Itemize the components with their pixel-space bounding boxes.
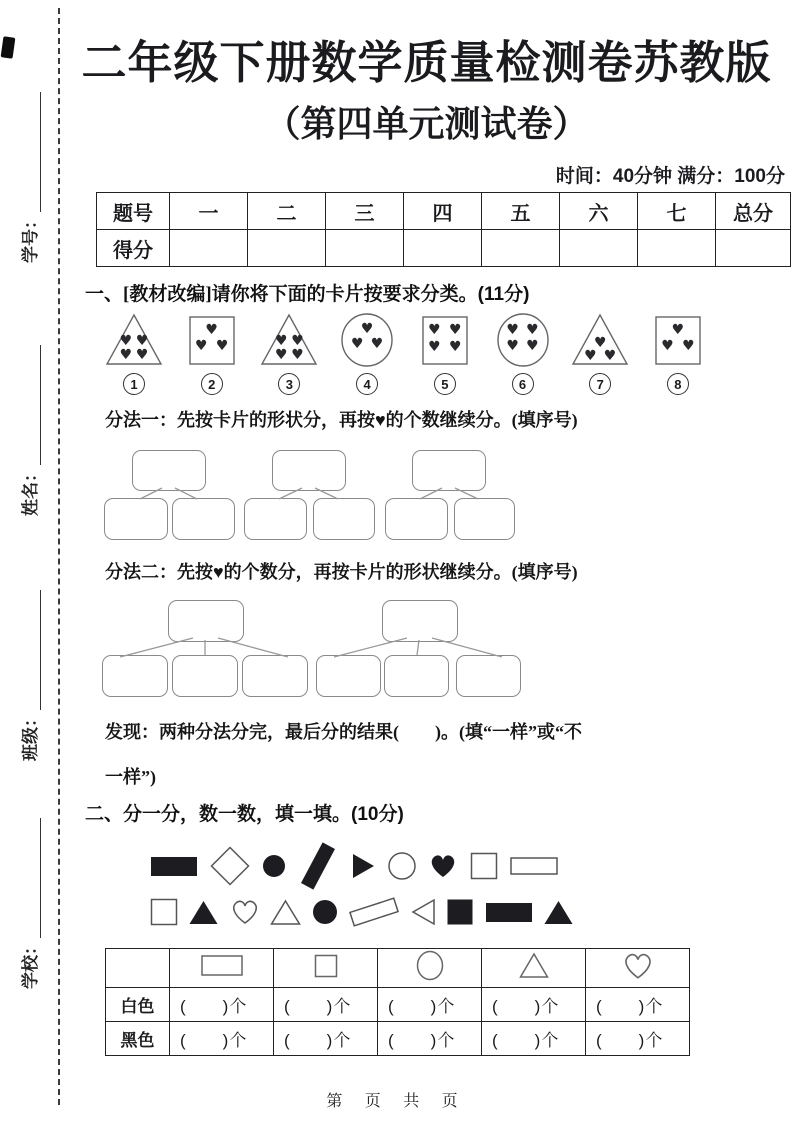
heart-icon: ♥ [135, 346, 149, 363]
question2-heading: 二、分一分，数一数，填一填。(10分) [85, 804, 404, 825]
answer-box [382, 600, 458, 642]
score-table [96, 192, 791, 267]
white-triangle-shape [270, 899, 301, 926]
heart-icon: ♥ [135, 333, 149, 350]
answer-box [132, 450, 206, 491]
card-3 [253, 312, 325, 395]
heart-icon: ♥ [526, 338, 539, 355]
white-circle-shape [388, 852, 416, 880]
heart-icon: ♥ [593, 334, 607, 351]
score-empty-cell [560, 230, 638, 267]
heart-icon: ♥ [506, 322, 519, 339]
score-empty-cell [248, 230, 326, 267]
black-triangle-shape [543, 899, 574, 926]
count-table-header-row [106, 949, 690, 988]
count-row-黑色 [106, 1022, 690, 1056]
question1-source-tag: [教材改编] [123, 284, 212, 305]
white-slanted-bar-shape [348, 897, 400, 927]
heart-icon: ♥ [350, 335, 364, 352]
triangle-header-icon [482, 949, 586, 988]
count-cell: ( )个 [586, 988, 690, 1022]
heart-icon: ♥ [428, 321, 441, 338]
heart-icon: ♥ [119, 346, 133, 363]
heart-icon: ♥ [584, 347, 597, 364]
square-card-icon [183, 312, 241, 368]
rectangle-header-icon [170, 949, 274, 988]
heart-icon: ♥ [370, 335, 384, 352]
student-id-label: 学号： [21, 212, 40, 263]
heart-icon: ♥ [291, 346, 304, 363]
score-header-cell: 三 [326, 193, 404, 230]
card-4 [331, 312, 403, 395]
answer-box [316, 655, 381, 697]
question1-heading [85, 279, 529, 306]
card-number: 4 [356, 373, 378, 395]
triangle-card-icon [260, 312, 318, 368]
question1-text: 请你将下面的卡片按要求分类。(11分) [211, 284, 530, 305]
time-and-score-info: 时间：40分钟 满分：100分 [555, 166, 785, 187]
count-table-corner-cell [106, 949, 170, 988]
score-empty-cell [404, 230, 482, 267]
answer-box [102, 655, 168, 697]
heart-icon: ♥ [682, 337, 695, 354]
class-field [16, 590, 41, 761]
page-subtitle: （第四单元测试卷） [264, 103, 589, 144]
card-number: 8 [667, 373, 689, 395]
card-7 [564, 312, 636, 395]
question1-number: 一、 [85, 284, 124, 305]
class-blank-line [40, 590, 41, 710]
score-table-score-row [97, 230, 791, 267]
answer-box [313, 498, 375, 540]
circle-header-icon [378, 949, 482, 988]
circle-card-icon [338, 312, 396, 368]
black-circle-shape [262, 854, 286, 878]
card-number: 5 [434, 373, 456, 395]
card-5 [409, 312, 481, 395]
white-triangle-left-shape [411, 898, 436, 926]
heart-icon: ♥ [215, 337, 229, 354]
card-6 [487, 312, 559, 395]
black-circle-shape [312, 899, 338, 925]
card-number: 3 [278, 373, 300, 395]
triangle-card-icon [105, 312, 163, 368]
heart-icon: ♥ [275, 346, 288, 363]
answer-box [385, 498, 448, 540]
score-empty-cell [482, 230, 560, 267]
method2-instruction: 分法二：先按♥的个数分，再按卡片的形状继续分。(填序号) [105, 562, 578, 582]
card-number: 6 [512, 373, 534, 395]
answer-box [456, 655, 521, 697]
square-card-icon [649, 312, 707, 368]
class-label: 班级： [21, 710, 40, 761]
count-cell: ( )个 [378, 988, 482, 1022]
score-header-cell: 题号 [97, 193, 170, 230]
school-label: 学校： [21, 938, 40, 989]
student-id-field [16, 92, 41, 263]
score-header-cell: 二 [248, 193, 326, 230]
answer-box [454, 498, 515, 540]
method1-instruction: 分法一：先按卡片的形状分，再按♥的个数继续分。(填序号) [105, 410, 578, 430]
heart-icon: ♥ [194, 337, 208, 354]
heart-icon: ♥ [671, 321, 685, 338]
score-empty-cell [170, 230, 248, 267]
heart-icon: ♥ [275, 333, 288, 350]
classification-cards-row [98, 312, 714, 395]
score-header-cell: 六 [560, 193, 638, 230]
heart-icon: ♥ [448, 338, 462, 355]
row-label: 白色 [106, 988, 170, 1022]
student-id-blank-line [40, 92, 41, 212]
score-empty-cell [326, 230, 404, 267]
answer-box [242, 655, 308, 697]
black-heart-shape [428, 852, 458, 880]
circle-card-icon [494, 312, 552, 368]
heart-icon: ♥ [448, 321, 462, 338]
answer-box [172, 498, 235, 540]
count-cell: ( )个 [482, 1022, 586, 1056]
white-square-shape [470, 852, 498, 880]
card-1 [98, 312, 170, 395]
count-cell: ( )个 [482, 988, 586, 1022]
shape-count-table [105, 948, 690, 1056]
discovery-line2: 一样”) [105, 767, 156, 787]
name-field [16, 345, 41, 516]
card-2 [176, 312, 248, 395]
page-title: 二年级下册数学质量检测卷苏教版 [81, 37, 772, 88]
discovery-statement [105, 710, 765, 800]
white-rectangle-shape [510, 857, 558, 875]
card-8 [642, 312, 714, 395]
heart-icon: ♥ [428, 338, 441, 355]
score-table-header-row [97, 193, 791, 230]
count-cell: ( )个 [586, 1022, 690, 1056]
score-row-label: 得分 [97, 230, 170, 267]
count-cell: ( )个 [274, 1022, 378, 1056]
answer-box [168, 600, 244, 642]
heart-icon: ♥ [291, 333, 304, 350]
black-rectangle-shape [485, 902, 533, 923]
answer-box [104, 498, 168, 540]
score-header-cell: 五 [482, 193, 560, 230]
score-empty-cell [716, 230, 791, 267]
square-header-icon [274, 949, 378, 988]
page-footer: 第 页 共 页 [326, 1093, 467, 1110]
name-blank-line [40, 345, 41, 465]
score-header-cell: 七 [638, 193, 716, 230]
shapes-row-1 [150, 843, 558, 889]
square-card-icon [416, 312, 474, 368]
discovery-line1: 发现：两种分法分完，最后分的结果( )。(填“一样”或“不 [105, 722, 582, 742]
card-number: 7 [589, 373, 611, 395]
card-number: 1 [123, 373, 145, 395]
white-diamond-shape [210, 846, 250, 886]
count-cell: ( )个 [274, 988, 378, 1022]
score-empty-cell [638, 230, 716, 267]
heart-icon: ♥ [603, 347, 617, 364]
answer-box [272, 450, 346, 491]
triangle-card-icon [571, 312, 629, 368]
heart-header-icon [586, 949, 690, 988]
white-heart-shape [230, 898, 260, 926]
score-header-cell: 四 [404, 193, 482, 230]
school-field [16, 818, 41, 989]
answer-box [172, 655, 238, 697]
heart-icon: ♥ [119, 333, 133, 350]
black-triangle-shape [188, 899, 219, 926]
score-header-cell: 总分 [716, 193, 791, 230]
score-header-cell: 一 [170, 193, 248, 230]
card-number: 2 [201, 373, 223, 395]
heart-icon: ♥ [506, 338, 519, 355]
black-triangle-right-shape [351, 852, 376, 880]
scan-artifact-mark [1, 36, 16, 58]
count-cell: ( )个 [170, 1022, 274, 1056]
shapes-row-2 [150, 891, 574, 933]
row-label: 黑色 [106, 1022, 170, 1056]
white-square-shape [150, 898, 178, 926]
answer-box [244, 498, 307, 540]
heart-icon: ♥ [360, 320, 374, 337]
heart-icon: ♥ [205, 321, 218, 338]
school-blank-line [40, 818, 41, 938]
dashed-cut-line [58, 8, 60, 1105]
black-rectangle-shape [150, 856, 198, 877]
answer-box [412, 450, 486, 491]
count-row-白色 [106, 988, 690, 1022]
black-slanted-bar-shape [298, 842, 338, 890]
black-square-shape [446, 898, 474, 926]
heart-icon: ♥ [661, 337, 674, 354]
answer-box [384, 655, 449, 697]
heart-icon: ♥ [526, 322, 539, 339]
name-label: 姓名： [21, 465, 40, 516]
count-cell: ( )个 [170, 988, 274, 1022]
count-cell: ( )个 [378, 1022, 482, 1056]
